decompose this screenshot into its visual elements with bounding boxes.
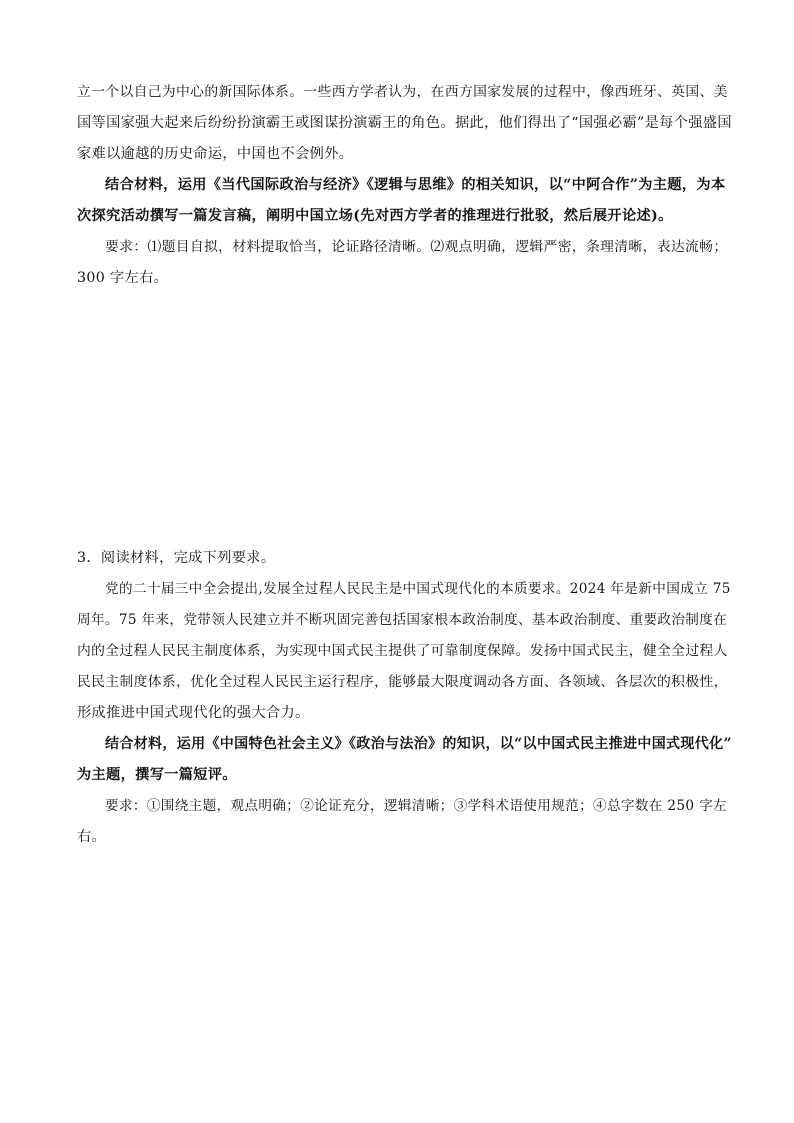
material-line: 国等国家强大起来后纷纷扮演霸王或图谋扮演霸王的角色。据此，他们得出了“国强必霸”是每个强盛国 xyxy=(77,115,732,131)
material-line: 立一个以自己为中心的新国际体系。一些西方学者认为，在西方国家发展的过程中，像西班牙、英国、美 xyxy=(77,84,728,100)
requirement-line: 300 字左右。 xyxy=(77,270,169,286)
task-line: 结合材料，运用《中国特色社会主义》《政治与法治》的知识，以“以中国式民主推进中国式现代化” xyxy=(105,736,732,752)
question-heading: 3．阅读材料，完成下列要求。 xyxy=(77,550,276,566)
material-line: 党的二十届三中全会提出,发展全过程人民民主是中国式现代化的本质要求。2024 年是新中国成立 75 xyxy=(105,581,731,597)
material-line: 家难以逾越的历史命运，中国也不会例外。 xyxy=(77,146,354,162)
task-line: 为主题，撰写一篇短评。 xyxy=(77,767,237,783)
requirement-line: 右。 xyxy=(77,829,107,845)
material-line: 周年。75 年来，党带领人民建立并不断巩固完善包括国家根本政治制度、基本政治制度、重要政治制度在 xyxy=(77,612,728,628)
task-line: 结合材料，运用《当代国际政治与经济》《逻辑与思维》的相关知识，以“中阿合作”为主题，为本 xyxy=(105,177,726,193)
material-line: 内的全过程人民民主制度体系，为实现中国式民主提供了可靠制度保障。发扬中国式民主，健全全过程人 xyxy=(77,643,728,659)
requirement-line: 要求：①围绕主题，观点明确；②论证充分，逻辑清晰；③学科术语使用规范；④总字数在 250 字左 xyxy=(105,798,727,814)
task-line: 次探究活动撰写一篇发言稿，阐明中国立场(先对西方学者的推理进行批驳，然后展开论述)。 xyxy=(77,208,673,224)
material-line: 形成推进中国式现代化的强大合力。 xyxy=(77,705,310,721)
material-line: 民民主制度体系，优化全过程人民民主运行程序，能够最大限度调动各方面、各领域、各层次的积极性， xyxy=(77,674,728,690)
requirement-line: 要求：⑴题目自拟，材料提取恰当，论证路径清晰。⑵观点明确，逻辑严密，条理清晰，表达流畅； xyxy=(105,239,728,255)
